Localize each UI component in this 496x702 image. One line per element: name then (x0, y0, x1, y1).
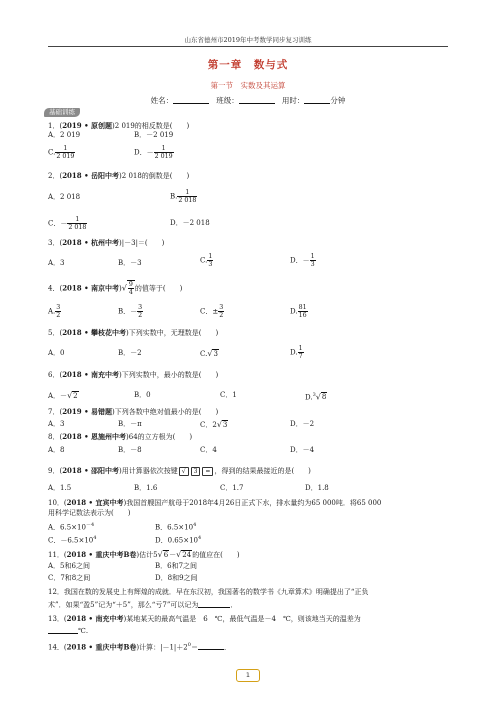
question-4-stem: 4．(2018 • 南京中考)√ $\frac{9}{4}$ 的值等于( ) (48, 281, 183, 296)
q9-option-c: C．1.7 (220, 484, 244, 492)
question-3-stem: 3．(2018 • 杭州中考)|－3|＝( ) (48, 238, 165, 247)
q4-option-c: C．± $\frac{3}{2}$ (200, 304, 224, 319)
q3-option-d: D．－ $\frac{1}{3}$ (290, 253, 315, 268)
question-8-stem: 8．(2018 • 恩施州中考)64的立方根为( ) (48, 432, 193, 441)
time-label: 用时： (281, 96, 305, 105)
question-1-stem: 1．(2019 • 原创题)2 019的相反数是( ) (48, 121, 190, 130)
question-9-stem: 9．(2018 • 邵阳中考)用计算器依次按键 √ 3 = ，得到的结果最接近的是( ) (48, 466, 311, 475)
q3-option-c: C. $\frac{1}{3}$ (200, 253, 213, 268)
question-10-line2: 用科学记数法表示为( ) (48, 509, 131, 517)
q8-option-c: C．4 (200, 446, 217, 454)
q8-option-b: B．－8 (118, 446, 142, 454)
q6-option-d: D.$^3$√8 (305, 392, 327, 402)
q10-option-c: C．$-6.5\times 10^4$ (48, 535, 97, 545)
q9-option-a: A．1.5 (48, 484, 72, 492)
q5-option-a: A．0 (48, 349, 65, 357)
q7-option-c: C．2√3 (200, 420, 228, 429)
question-13-line1: 13．(2018 • 南充中考)某地某天的最高气温是 6 ℃，最低气温是－4 ℃，则该地当天的温差为 (48, 614, 361, 623)
question-5-stem: 5．(2018 • 攀枝花中考)下列实数中，无理数是( ) (48, 328, 219, 337)
q5-option-c: C.√3 (200, 349, 218, 358)
page-header: 山东省德州市2019年中考数学同步复习训练 (184, 36, 312, 44)
calc-3-key: 3 (191, 467, 201, 476)
question-12-line2: 术”．如果“盈5”记为“＋5”，那么“亏7”可以记为 ． (48, 601, 238, 609)
header-rule (48, 46, 448, 47)
class-label: 班级： (216, 96, 239, 105)
name-label: 姓名： (150, 96, 174, 105)
question-14: 14．(2018 • 重庆中考B卷)计算：$|-1|+2^0=$ ． (48, 642, 231, 652)
question-10-stem: 10．(2018 • 宜宾中考)我国首艘国产航母于2018年4月26日正式下水，排水量约为65 000吨．将65 000 (48, 498, 382, 507)
q8-option-a: A．8 (48, 446, 65, 454)
q1-option-c: C. $\frac{1}{2 019}$ (48, 145, 75, 160)
question-12-line1: 12．我国在数的发展史上有辉煌的成就．早在东汉初，我国著名的数学书《九章算术》明确提出了“正负 (48, 588, 369, 596)
question-13-line2: ℃. (48, 626, 88, 636)
q10-option-a: A．$6.5\times 10^{-4}$ (48, 522, 95, 532)
q4-option-b: B．－ $\frac{3}{2}$ (118, 304, 143, 319)
q10-option-d: D．$0.65\times 10^4$ (155, 535, 202, 545)
q6-option-a: A．－√2 (48, 391, 78, 400)
q9-option-b: B．1.6 (134, 484, 158, 492)
q4-option-a: A. $\frac{3}{2}$ (48, 304, 61, 319)
chapter-title: 第一章 数与式 (207, 59, 289, 71)
q6-option-b: B．0 (134, 391, 151, 399)
q14-answer-blank[interactable] (198, 642, 224, 650)
q2-option-c: C．－ $\frac{1}{2 018}$ (48, 216, 87, 231)
q7-option-d: D．－2 (290, 420, 315, 428)
q9-option-d: D．1.8 (305, 484, 329, 492)
time-unit: 分钟 (330, 96, 346, 105)
section-title: 第一节 实数及其运算 (210, 81, 286, 90)
q7-option-a: A．3 (48, 420, 65, 428)
q2-option-a: A．2 018 (48, 193, 81, 201)
q3-option-a: A．3 (48, 259, 65, 267)
q11-option-c: C．7和8之间 (48, 574, 91, 582)
q11-option-d: D．8和9之间 (155, 574, 198, 582)
q10-option-b: B．$6.5\times 10^4$ (155, 522, 197, 532)
q4-option-d: D. $\frac{81}{16}$ (290, 304, 307, 319)
class-blank[interactable] (239, 95, 275, 104)
calc-equals-key: = (202, 467, 213, 476)
name-blank[interactable] (173, 95, 209, 104)
question-2-stem: 2．(2018 • 岳阳中考)2 018的倒数是( ) (48, 171, 190, 180)
q1-option-b: B．－2 019 (134, 131, 174, 139)
q11-option-a: A．5和6之间 (48, 562, 90, 570)
basic-training-badge: 基础训练 (44, 108, 80, 117)
q3-option-b: B．－3 (118, 259, 142, 267)
q1-option-d: D．－ $\frac{1}{2 019}$ (134, 145, 173, 160)
q2-option-d: D．－2 018 (170, 219, 210, 227)
q8-option-d: D．－4 (290, 446, 315, 454)
student-info-line (0, 95, 496, 106)
q1-option-a: A．2 019 (48, 131, 81, 139)
q13-answer-blank[interactable] (48, 626, 78, 634)
page-number: 1 (236, 669, 260, 682)
calc-sqrt-key: √ (179, 467, 189, 476)
q7-option-b: B．－π (118, 420, 142, 428)
q12-answer-blank[interactable] (198, 600, 230, 608)
question-6-stem: 6．(2018 • 南充中考)下列实数中，最小的数是( ) (48, 370, 219, 379)
time-blank[interactable] (304, 95, 330, 104)
q11-option-b: B．6和7之间 (155, 562, 198, 570)
q5-option-b: B．－2 (118, 349, 142, 357)
q6-option-c: C．1 (220, 391, 237, 399)
q2-option-b: B. $\frac{1}{2 018}$ (170, 189, 197, 204)
q5-option-d: D. $\frac{1}{7}$ (290, 345, 303, 360)
question-11-stem: 11．(2018 • 重庆中考B卷)估计5√6－√24的值应在( ) (48, 550, 240, 559)
question-7-stem: 7．(2019 • 易错题)下列各数中绝对值最小的是( ) (48, 407, 219, 416)
